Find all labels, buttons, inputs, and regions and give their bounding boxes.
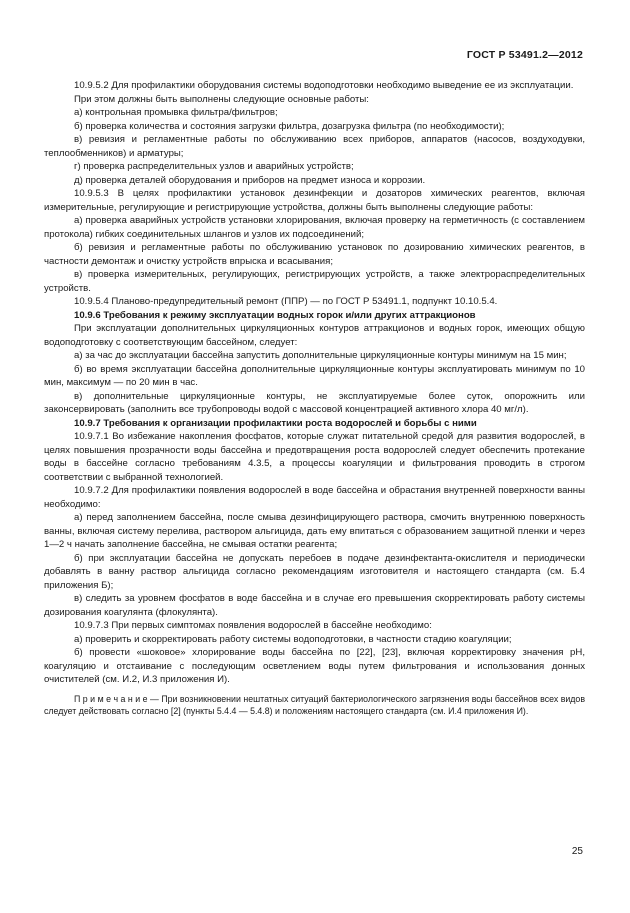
paragraph: При эксплуатации дополнительных циркуляционных контуров аттракционов и водных горок, имеющих общую водоподготовку с соответствующим бассейном, следует: [44,323,585,348]
list-item: а) за час до эксплуатации бассейна запустить дополнительные циркуляционные контуры минимум на 15 мин; [74,350,567,361]
list-item: а) проверка аварийных устройств установки хлорирования, включая проверку на герметичность (с составлением протокола) гибких соединительных шлангов и узлов их подсоединений; [44,215,585,240]
paragraph-10-9-5-2: 10.9.5.2 Для профилактики оборудования системы водоподготовки необходимо выведение ее из эксплуатации. [74,80,574,91]
paragraph-10-9-7-1: 10.9.7.1 Во избежание накопления фосфатов, которые служат питательной средой для развития водорослей, в целях повышения прозрачности воды бассейна и предотвращения роста водорослей следует обеспечить протекание воды в бассейне согласно требованиям 4.3.5, а процессы коагуляции и фильтрования проводить в строгом соответствии с выбранной технологией. [44,431,585,483]
list-item: а) проверить и скорректировать работу системы водоподготовки, в частности стадию коагуляции; [74,633,512,645]
section-heading-10-9-7: 10.9.7 Требования к организации профилактики роста водорослей и борьбы с ними [74,417,477,429]
list-item: в) ревизия и регламентные работы по обслуживанию всех приборов, аппаратов (насосов, воздуходувки, теплообменников) и арматуры; [44,134,585,159]
list-item: б) при эксплуатации бассейна не допускать перебоев в подаче дезинфектанта-окислителя и периодически добавлять в ванну раствор альгицида согласно рекомендациям изготовителя и настоящего стандарта (см. Б.4 приложения Б); [44,552,585,591]
page-content [44,79,585,717]
paragraph-10-9-7-2: 10.9.7.2 Для профилактики появления водорослей в воде бассейна и обрастания внутренней поверхности ванны необходимо: [44,485,585,510]
document-code-header: ГОСТ Р 53491.2—2012 [466,49,583,61]
paragraph: При этом должны быть выполнены следующие основные работы: [74,93,369,105]
paragraph-10-9-5-4: 10.9.5.4 Планово-предупредительный ремонт (ППР) — по ГОСТ Р 53491.1, подпункт 10.10.5.4. [74,296,498,307]
list-item: б) ревизия и регламентные работы по обслуживанию установок по дозированию химических реагентов, в частности демонтаж и очистку устройств впрыска и всасывания; [44,242,585,267]
list-item: а) перед заполнением бассейна, после смыва дезинфицирующего раствора, смочить внутреннюю поверхность ванны, включая систему перелива, раствором альгицида, дать ему впитаться с образованием защитной пленки и через 1—2 ч начать заполнение бассейна, не смывая остатки реагента; [44,512,585,550]
list-item: д) проверка деталей оборудования и приборов на предмет износа и коррозии. [74,174,426,186]
list-item: б) проверка количества и состояния загрузки фильтра, дозагрузка фильтра (по необходимости); [74,120,505,132]
paragraph-10-9-5-3: 10.9.5.3 В целях профилактики установок дезинфекции и дозаторов химических реагентов, включая измерительные, регулирующие и регистрирующие устройства, должны быть выполнены следующие работы: [44,188,585,213]
note: П р и м е ч а н и е — При возникновении нештатных ситуаций бактериологического загрязнения воды бассейнов всех видов следует действовать согласно [2] (пункты 5.4.4 — 5.4.8) и положениям настоящего стандарта (см. И.4 приложения И). [44,693,585,716]
list-item: б) провести «шоковое» хлорирование воды бассейна по [22], [23], включая корректировку значения pH, коагуляцию и отстаивание с последующим осветлением воды путем фильтрования и использования донных очистителей (см. И.2, И.3 приложения И). [44,647,585,685]
section-heading-10-9-6: 10.9.6 Требования к режиму эксплуатации водных горок и/или других аттракционов [74,309,476,321]
page-number: 25 [571,846,583,857]
list-item: в) проверка измерительных, регулирующих, регистрирующих устройств, а также электрораспределительных устройств. [44,269,585,294]
list-item: г) проверка распределительных узлов и аварийных устройств; [74,161,354,172]
list-item: а) контрольная промывка фильтра/фильтров; [74,107,278,118]
list-item: в) дополнительные циркуляционные контуры, не эксплуатируемые более суток, опорожнить или законсервировать (заполнить все трубопроводы водой с массовой концентрацией активного хлора 40 мг/л). [44,390,585,415]
list-item: в) следить за уровнем фосфатов в воде бассейна и в случае его превышения скорректировать работу системы дозирования коагулянта (флокулянта). [44,593,585,618]
paragraph-10-9-7-3: 10.9.7.3 При первых симптомах появления водорослей в бассейне необходимо: [74,620,432,631]
list-item: б) во время эксплуатации бассейна дополнительные циркуляционные контуры эксплуатировать минимум по 10 мин, максимум — по 20 мин в час. [44,363,585,388]
